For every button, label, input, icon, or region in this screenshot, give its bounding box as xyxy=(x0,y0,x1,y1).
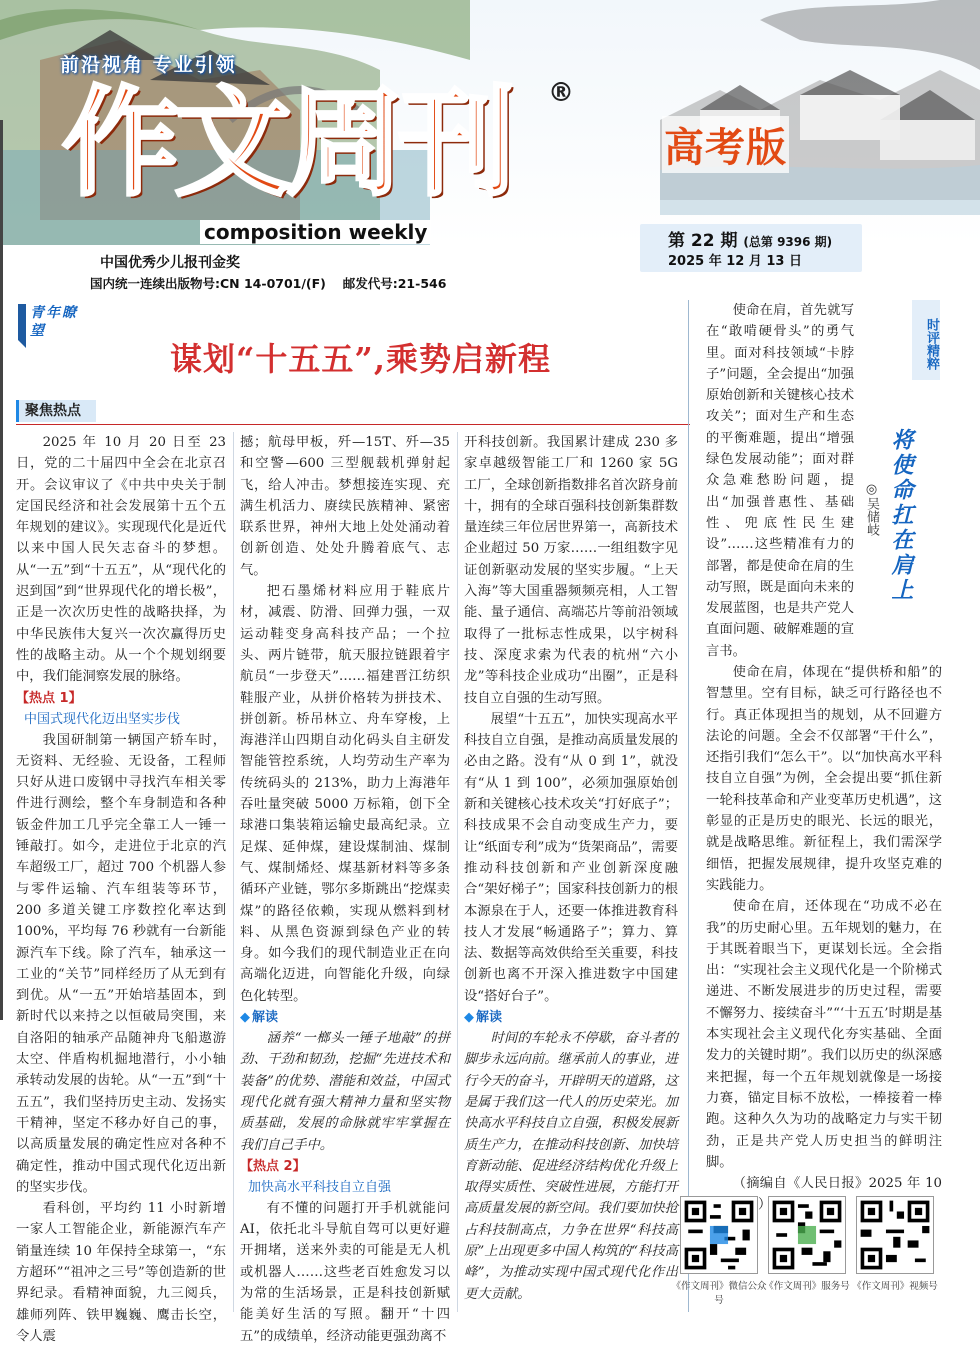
paragraph: 把石墨烯材料应用于鞋底片材，减震、防滑、回弹力强，一双运动鞋变身高科技产品；一个拉头、两片链带，航天服拉链跟着宇航员“一步登天”……福建晋江纺织鞋服产业，从拼价格转为拼技术、拼创新。桥吊林立、舟车穿梭，上海港洋山四期自动化码头自主研发智能管控系统，人均劳动生产率为传统码头的 213%，助力上海港年吞吐量突破 5000 万标箱，创下全球港口集装箱运输史最高纪录。立足煤、延伸煤，建设煤制油、煤制气、煤制烯烃、煤基新材料等多条循环产业链，鄂尔多斯跳出“挖煤卖煤”的路径依赖，实现从燃料到材料、从黑色资源到绿色产业的转身。如今我们的现代制造业正在向高端化迈进，向智能化升级，向绿色化转型。 xyxy=(240,584,450,1004)
commentary-label: ◆ 解读 xyxy=(464,1007,678,1028)
qr-code-icon[interactable] xyxy=(768,1196,846,1274)
qr-code-icon[interactable] xyxy=(856,1196,934,1274)
edition-label: 高考版 xyxy=(662,116,789,173)
hot-topic-1-title: 中国式现代化迈出坚实步伐 xyxy=(24,711,181,727)
article-column-3 xyxy=(464,432,678,1317)
paragraph: 使命在肩，体现在“提供桥和船”的智慧里。空有目标，缺乏可行路径也不行。真正体现担当的规划，从不回避方法论的问题。全会不仅部署“干什么”，还指引我们“怎么干”。以“加快高水平科技自立自强”为例，全会提出要“抓住新一轮科技革命和产业变革历史机遇”，这彰显的正是历史的眼光、长远的眼光，就是战略思维。新征程上，我们需深学细悟，把握发展规律，提升攻坚克难的实践能力。 xyxy=(706,665,942,893)
focus-heading: 聚焦热点 xyxy=(16,400,96,422)
registered-mark: ® xyxy=(548,78,574,108)
paragraph: 我国研制第一辆国产轿车时，无资料、无经验、无设备，工程师只好从进口废钢中寻找汽车相关零件进行测绘，整个车身制造和各种钣金件加工几乎完全靠工人一锤一锤敲打。如今，走进位于北京的汽车超级工厂，超过 700 个机器人参与零件运输、汽车组装等环节，200 多道关键工序数控化率达到 100%，平均每 76 秒就有一台新能源汽车下线。除了汽车，轴承这一工业的“关节”同样经历了从无到有到优。从“一五”开始培基固本，到新时代以来持之以恒破局突围，来自洛阳的轴承产品随神舟飞船遨游太空、伴盾构机掘地潜行，小小轴承转动发展的齿轮。从“一五”到“十五五”，我们坚持历史主动、发扬实干精神，坚定不移办好自己的事，以高质量发展的确定性应对各种不确定性，推动中国式现代化迈出新的坚实步伐。 xyxy=(16,732,226,1195)
article-column-1 xyxy=(16,432,226,1344)
publication-number: 国内统一连续出版物号:CN 14-0701/(F) 邮发代号:21-546 xyxy=(90,276,447,291)
commentary-section-tag: 时评精粹 xyxy=(912,300,940,380)
slogan: 前沿视角 专业引领 xyxy=(60,54,237,76)
newspaper-logo: 作文周刊 xyxy=(62,73,511,212)
issue-total: (总第 9396 期) xyxy=(743,235,833,249)
paragraph: 开科技创新。我国累计建成 230 多家卓越级智能工厂和 1260 家 5G 工厂，全球创新指数排名首次跻身前十，拥有的全球百强科技创新集群数量连续三年位居世界第一，高新技术企业超过 50 万家……一组组数字见证创新驱动发展的坚实步履。“上天入海”等大国重器频频亮相，人工智能、量子通信、高端芯片等前沿领域取得了一批标志性成果，以宇树科技、深度求索为代表的杭州“六小龙”等科技企业成功“出圈”，正是科技自立自强的生动写照。 xyxy=(464,435,678,706)
hot-topic-2-label: 【热点 2】 xyxy=(240,1158,306,1174)
column-divider xyxy=(688,300,689,1312)
paragraph: 使命在肩，首先就写在“敢啃硬骨头”的勇气里。面对科技领域“卡脖子”问题，全会提出“加强原始创新和关键核心技术攻关”；面对生产和生态的平衡难题，提出“增强绿色发展动能”；面对群众急难愁盼问题，提出“加强普惠性、基础性、兜底性民生建设”……这些精准有力的部署，都是使命在肩的生动写照，既是面向未来的发展蓝图，也是共产党人直面问题、破解难题的宣言书。 xyxy=(706,303,854,659)
paragraph: 2025 年 10 月 20 日至 23 日，党的二十届四中全会在北京召开。会议审议了《中共中央关于制定国民经济和社会发展第十五个五年规划的建议》。实现现代化是近代以来中国人民矢志奋斗的梦想。从“一五”到“十五五”，从“现代化的迟到国”到“世界现代化的增长极”，正是一次次历史性的战略抉择，为中华民族伟大复兴一次次赢得历史性的战略主动。从一个个规划纲要中，我们能洞察发展的脉络。 xyxy=(16,435,226,685)
masthead xyxy=(0,0,980,292)
qr-caption: 《作文周刊》服务号 xyxy=(764,1281,850,1292)
commentary-label: ◆ 解读 xyxy=(240,1007,450,1028)
commentary-paragraph: 时间的车轮永不停歇，奋斗者的脚步永远向前。继承前人的事业，进行今天的奋斗，开辟明天的道路，这是属于我们这一代人的历史荣光。加快高水平科技自立自强，积极发展新质生产力，在推动科技创新、加快培育新动能、促进经济结构优化升级上取得实质性、突破性进展，方能打开高质量发展的新空间。我们要加快抢占科技制高点，力争在世界“科技高原”上出现更多中国人构筑的“科技高峰”，为推动实现中国式现代化作出更大贡献。 xyxy=(464,1031,678,1302)
source-note: （摘编自《人民日报》2025 年 10 日） xyxy=(732,1176,942,1213)
issue-label: 第 22 期 xyxy=(668,231,738,251)
paragraph: 撼；航母甲板，歼—15T、歼—35 和空警—600 三型舰载机弹射起飞，给人冲击。梦想接连实现、充满生机活力、赓续民族精神、紧密联系世界，神州大地上处处涌动着创新创造、处处升腾着底气、志气。 xyxy=(240,435,450,578)
hot-topic-1-label: 【热点 1】 xyxy=(16,690,82,706)
section-tag: 青年瞭望 xyxy=(30,305,78,339)
column-divider xyxy=(233,432,234,1312)
issue-number xyxy=(668,226,832,251)
left-binding-line xyxy=(0,120,4,1020)
qr-caption: 《作文周刊》视频号 xyxy=(852,1281,938,1292)
paragraph: 看科创，平均约 11 小时新增一家人工智能企业，新能源汽车产销量连续 10 年保持全球第一，“东方超环”“祖冲之三号”等创造新的世界纪录。看精神面貌，九三阅兵，雄师列阵、铁甲巍巍、鹰击长空，令人震 xyxy=(16,1201,226,1344)
qr-code-icon[interactable] xyxy=(680,1196,758,1274)
qr-caption: 《作文周刊》微信公众号 xyxy=(671,1281,767,1306)
commentary-paragraph: 涵养“一榔头一锤子地敲”的拼劲、干劲和韧劲，挖掘“先进技术和装备”的优势、潜能和效益，中国式现代化就有强大精神力量和坚实物质基础，发展的命脉就牢牢掌握在我们自己手中。 xyxy=(240,1031,450,1153)
page-headline: 谋划“十五五”,乘势启新程 xyxy=(170,340,551,378)
paragraph: 有不懂的问题打开手机就能问 AI，依托北斗导航自驾可以更好避开拥堵，送来外卖的可能是无人机或机器人……这些老百姓愈发习以为常的生活场景，正是科技创新赋能美好生活的写照。翻开“十四五”的成绩单，经济动能更强劲离不 xyxy=(240,1200,450,1344)
paragraph: 展望“十五五”，加快实现高水平科技自立自强，是推动高质量发展的必由之路。没有“从 0 到 1”，就没有“从 1 到 100”，必须加强原始创新和关键核心技术攻关“打好底子”；科技成果不会自动变成生产力，要让“纸面专利”成为“货架商品”，需要推动科技创新和产业创新深度融合“架好梯子”；国家科技创新力的根本源泉在于人，还要一体推进教育科技人才发展“畅通路子”；算力、算法、数据等高效供给至关重要，科技创新也离不开深入推进数字中国建设“搭好台子”。 xyxy=(464,711,678,1004)
commentary-column-bottom xyxy=(706,662,942,1213)
issue-date: 2025 年 12 月 13 日 xyxy=(668,254,802,269)
hot-topic-2-title: 加快高水平科技自立自强 xyxy=(248,1179,392,1195)
english-subtitle: composition weekly xyxy=(200,220,431,244)
commentary-column-top xyxy=(706,300,854,662)
headline-rule xyxy=(16,424,690,425)
column-divider xyxy=(457,432,458,1312)
commentary-author: ◎吴储岐 xyxy=(864,482,879,536)
award-line: 中国优秀少儿报刊金奖 xyxy=(100,255,240,271)
article-column-2 xyxy=(240,432,450,1344)
commentary-title: 将使命扛在肩上 xyxy=(888,428,914,603)
paragraph: 使命在肩，还体现在“功成不必在我”的历史耐心里。五年规划的魅力，在于其既着眼当下，更谋划长远。全会指出：“实现社会主义现代化是一个阶梯式递进、不断发展进步的历史过程，需要不懈努力、接续奋斗”“‘十五五’时期是基本实现社会主义现代化夯实基础、全面发力的关键时期”。我们以历史的纵深感来把握，每一个五年规划就像是一场接力赛，锚定目标不放松，一棒接着一棒跑。这种久久为功的战略定力与实干韧劲，正是共产党人历史担当的鲜明注脚。 xyxy=(706,899,942,1170)
